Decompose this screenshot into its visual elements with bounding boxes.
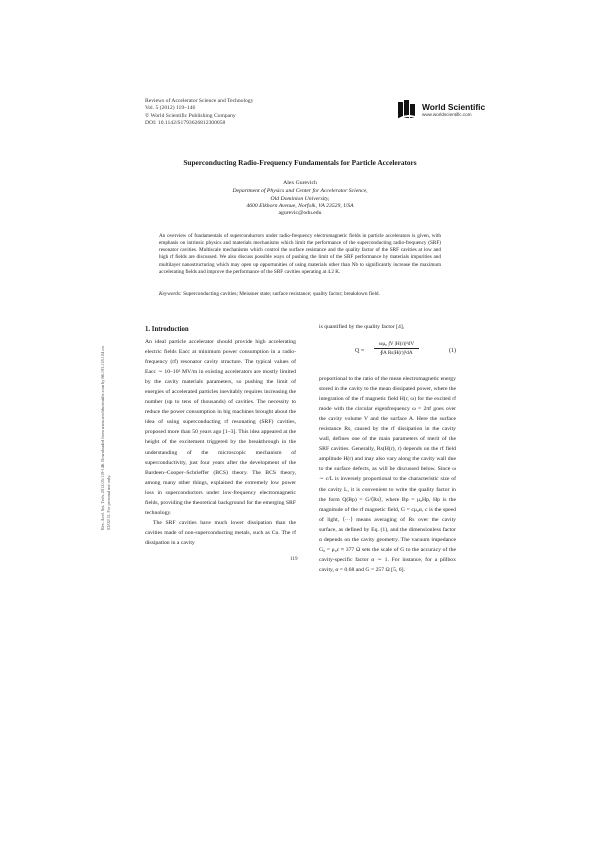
publisher-logo: [398, 100, 486, 120]
page-number: 119: [290, 556, 298, 562]
journal-volume: Vol. 5 (2012) 119–146: [145, 105, 196, 112]
publisher-name: World Scientific: [422, 102, 486, 112]
journal-header: [145, 98, 253, 128]
author-name: Alex Gurevich: [283, 180, 317, 186]
equation-denominator: ∮A Rs|H(r)|²dA: [380, 350, 413, 356]
equation-numerator: ωμ₀ ∫V |H(r)|²dV: [374, 341, 419, 349]
right-column: [319, 374, 456, 575]
world-scientific-logo-icon: [398, 100, 420, 120]
author-address: 4600 Elkhorn Avenue, Norfolk, VA 23529, USA: [246, 202, 354, 209]
journal-doi: DOI: 10.1142/S1793626812300058: [145, 120, 226, 127]
author-block: [145, 180, 455, 217]
author-department: Department of Physics and Center for Accelerator Science,: [232, 188, 368, 195]
right-column-intro: is quantified by the quality factor [4],: [319, 324, 405, 330]
download-notice: Rev. Accl. Sci. Tech. 2012.05:119-146. Downloaded from www.worldscientific.com by 66.193.118.104 on 03/02/15. For personal use only.: [100, 346, 111, 530]
download-sidebar: [100, 330, 110, 530]
equation-number: (1): [449, 348, 456, 354]
keywords-text: Superconducting cavities; Meissner state; surface resistance; quality factor; breakdown field.: [181, 291, 380, 297]
intro-paragraph-1: An ideal particle accelerator should provide high accelerating electric fields Eacc at minimum power consumption in a radio-frequency (rf) resonator cavity structure. The typical values of Eacc ∼ 10–10² MV/m in existing accelerators are mostly limited by the cavity materials parameters, so pushing the limit of energies of accelerated particles inevitably requires increasing the number (up to tens of thousands) of cavities. The necessity to reduce the power consumption in big machines brought about the idea of using superconducting rf resonating (SRF) cavities, proposed more than 50 years ago [1–3]. This idea appeared at the height of the excitement triggered by the breakthrough in the understanding of the microscopic mechanism of superconductivity, just four years after the development of the Bardeen–Cooper–Schrieffer (BCS) theory. The BCS theory, among many other things, explained the extremely low power loss in superconductors under low-frequency electromagnetic fields, providing the theoretical background for the emerging SRF technology.: [145, 339, 296, 516]
journal-copyright: © World Scientific Publishing Company: [145, 112, 236, 119]
equation-1: [319, 340, 456, 368]
right-paragraph: proportional to the ratio of the mean electromagnetic energy stored in the cavity to the mean dissipated power, where the integration of the rf magnetic field H(r, ω) for the excited rf mode with the circular eigenfrequency ω = 2πf goes over the cavity volume V and the surface A. Here the surface resistance Rs, caused by the rf dissipation in the cavity wall, defines one of the main parameters of merit of the SRF cavities. Generally, Rs(H(r), r) depends on the rf field amplitude H(r) and may also vary along the cavity wall due to the surface defects, as will be discussed below. Since ω ∼ c/L is inversely proportional to the characteristic size of the cavity L, it is convenient to write the quality factor in the form Q(Bp) = G/⟨Rs⟩, where Bp = μ₀Hp, Hp is the magnitude of the rf magnetic field, G = cμ₀α, c is the speed of light, ⟨···⟩ means averaging of Rs over the cavity surface, as defined by Eq. (1), and the dimensionless factor α depends on the cavity geometry. The vacuum impedance G₀ = μ₀c ≈ 377 Ω sets the scale of G to the accuracy of the cavity-specific factor α ∼ 1. For instance, for a pillbox cavity, α = 0.68 and G = 257 Ω [5, 6].: [319, 376, 456, 573]
keywords: [159, 291, 441, 298]
section-title: 1. Introduction: [145, 326, 189, 333]
author-university: Old Dominion University,: [270, 195, 330, 202]
journal-name: Reviews of Accelerator Science and Technology: [145, 98, 254, 104]
equation-lhs: Q =: [355, 348, 365, 354]
author-email[interactable]: agurevic@odu.edu: [278, 210, 322, 217]
publisher-url[interactable]: www.worldscientific.com: [422, 112, 472, 117]
intro-paragraph-2: The SRF cavities have much lower dissipation than the cavities made of non-superconducting metals, such as Cu. The rf dissipation in a cavity: [145, 519, 296, 546]
keywords-label: Keywords:: [159, 291, 182, 297]
left-column: [145, 337, 296, 548]
paper-title: Superconducting Radio-Frequency Fundamentals for Particle Accelerators: [183, 158, 417, 167]
abstract: An overview of fundamentals of superconductors under radio-frequency electromagnetic fields in particle accelerators is given, with emphasis on intrinsic physics and materials mechanisms which limit the performance of the superconducting radio-frequency (SRF) resonator cavities. Multiscale mechanisms which control the surface resistance and the quality factor of the SRF cavities at low and high rf fields are discussed. We also discuss possible ways of pushing the limit of the SRF performance by materials impurities and multilayer nanostructuring which may open up opportunities of using materials other than Nb to significantly increase the maximum accelerating fields and improve the performance of the SRF cavities operating at 4.2 K.: [159, 233, 441, 275]
equation-fraction: [374, 341, 419, 356]
